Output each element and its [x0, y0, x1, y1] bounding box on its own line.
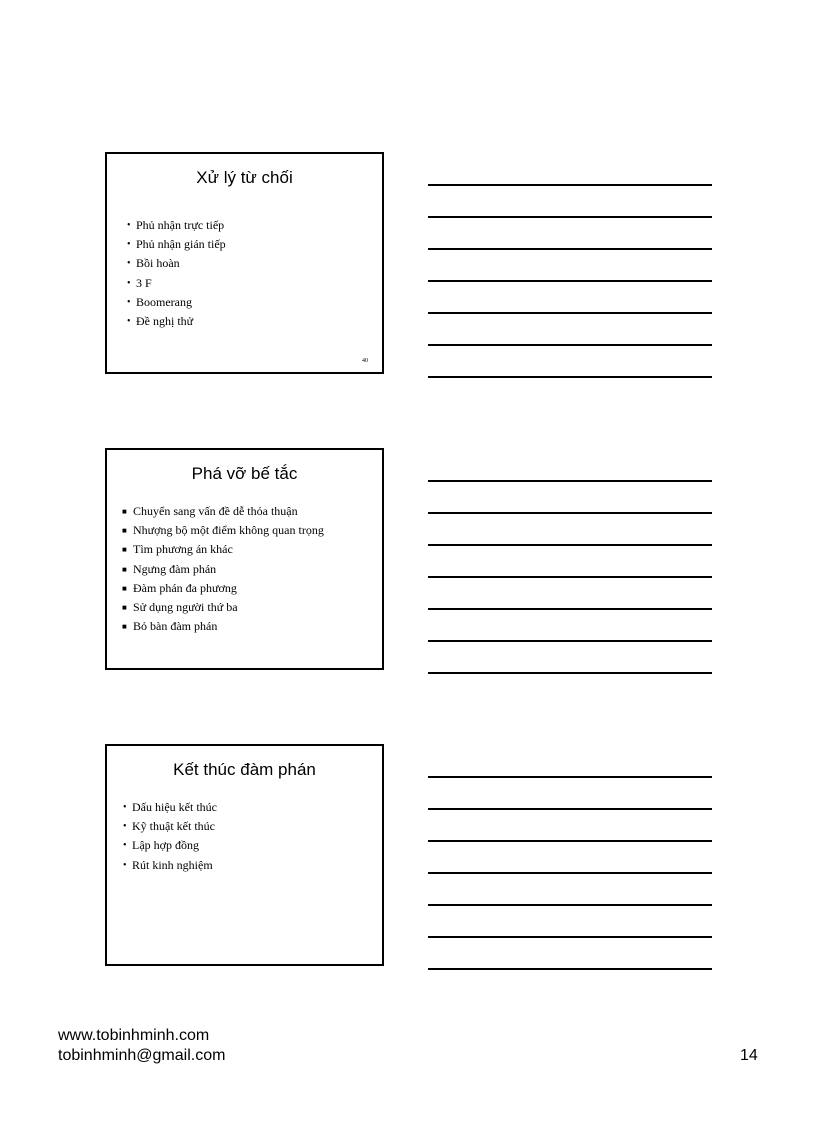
bullet-square-icon: ■: [122, 602, 127, 612]
bullet-square-icon: ■: [122, 507, 127, 516]
note-line: [428, 544, 712, 546]
note-line: [428, 216, 712, 218]
bullet-dot-icon: •: [127, 296, 131, 308]
list-item: • Dấu hiệu kết thúc: [123, 798, 217, 817]
list-item: ■ Đàm phán đa phương: [122, 579, 324, 598]
bullet-dot-icon: •: [123, 802, 127, 813]
bullet-square-icon: ■: [122, 545, 127, 555]
note-line: [428, 512, 712, 514]
bullet-dot-icon: •: [127, 220, 131, 231]
page-number: 14: [740, 1047, 758, 1064]
bullet-list: [123, 798, 217, 875]
bullet-square-icon: ■: [122, 526, 127, 536]
note-line: [428, 184, 712, 186]
bullet-dot-icon: •: [123, 859, 127, 871]
note-line: [428, 576, 712, 578]
list-item: ■ Sử dụng người thứ ba: [122, 598, 324, 617]
bullet-square-icon: ■: [122, 583, 127, 593]
list-item: ■ Tìm phương án khác: [122, 540, 324, 559]
note-line: [428, 280, 712, 282]
note-line: [428, 776, 712, 778]
note-line: [428, 376, 712, 378]
list-item: ■ Bỏ bàn đàm phán: [122, 617, 324, 636]
note-line: [428, 248, 712, 250]
slide-thumbnail-3: [105, 744, 384, 966]
bullet-dot-icon: •: [127, 239, 131, 251]
list-item: • Phủ nhận gián tiếp: [127, 235, 226, 254]
list-item: ■ Chuyển sang vấn đề dễ thỏa thuận: [122, 502, 324, 521]
note-line: [428, 872, 712, 874]
note-line: [428, 672, 712, 674]
bullet-dot-icon: •: [123, 821, 127, 833]
list-item: • Boomerang: [127, 293, 226, 312]
note-line: [428, 640, 712, 642]
list-item: • Phủ nhận trực tiếp: [127, 216, 226, 235]
bullet-dot-icon: •: [123, 840, 127, 852]
list-item: • Lập hợp đồng: [123, 836, 217, 855]
bullet-list: [127, 216, 226, 331]
note-line: [428, 808, 712, 810]
footer-website[interactable]: www.tobinhminh.com: [58, 1027, 210, 1044]
note-line: [428, 480, 712, 482]
note-line: [428, 608, 712, 610]
slide-thumbnail-1: [105, 152, 384, 374]
list-item: ■ Ngưng đàm phán: [122, 560, 324, 579]
bullet-dot-icon: •: [127, 277, 131, 289]
slide-number: 40: [362, 358, 368, 364]
slide-thumbnail-2: [105, 448, 384, 670]
note-line: [428, 312, 712, 314]
note-line: [428, 840, 712, 842]
list-item: • Kỹ thuật kết thúc: [123, 817, 217, 836]
list-item: ■ Nhượng bộ một điểm không quan trọng: [122, 521, 324, 540]
bullet-dot-icon: •: [127, 315, 131, 327]
bullet-dot-icon: •: [127, 258, 131, 270]
list-item: • 3 F: [127, 274, 226, 293]
list-item: • Rút kinh nghiệm: [123, 856, 217, 875]
slide-title: Kết thúc đàm phán: [173, 760, 316, 779]
slide-title: Phá vỡ bế tắc: [191, 464, 298, 483]
note-line: [428, 904, 712, 906]
note-line: [428, 936, 712, 938]
note-line: [428, 968, 712, 970]
bullet-square-icon: ■: [122, 564, 127, 574]
note-line: [428, 344, 712, 346]
slide-title: Xử lý từ chối: [196, 168, 293, 187]
footer-email[interactable]: tobinhminh@gmail.com: [58, 1047, 226, 1064]
list-item: • Đề nghị thử: [127, 312, 226, 331]
bullet-list: [122, 502, 324, 636]
bullet-square-icon: ■: [122, 622, 127, 632]
list-item: • Bồi hoàn: [127, 254, 226, 273]
